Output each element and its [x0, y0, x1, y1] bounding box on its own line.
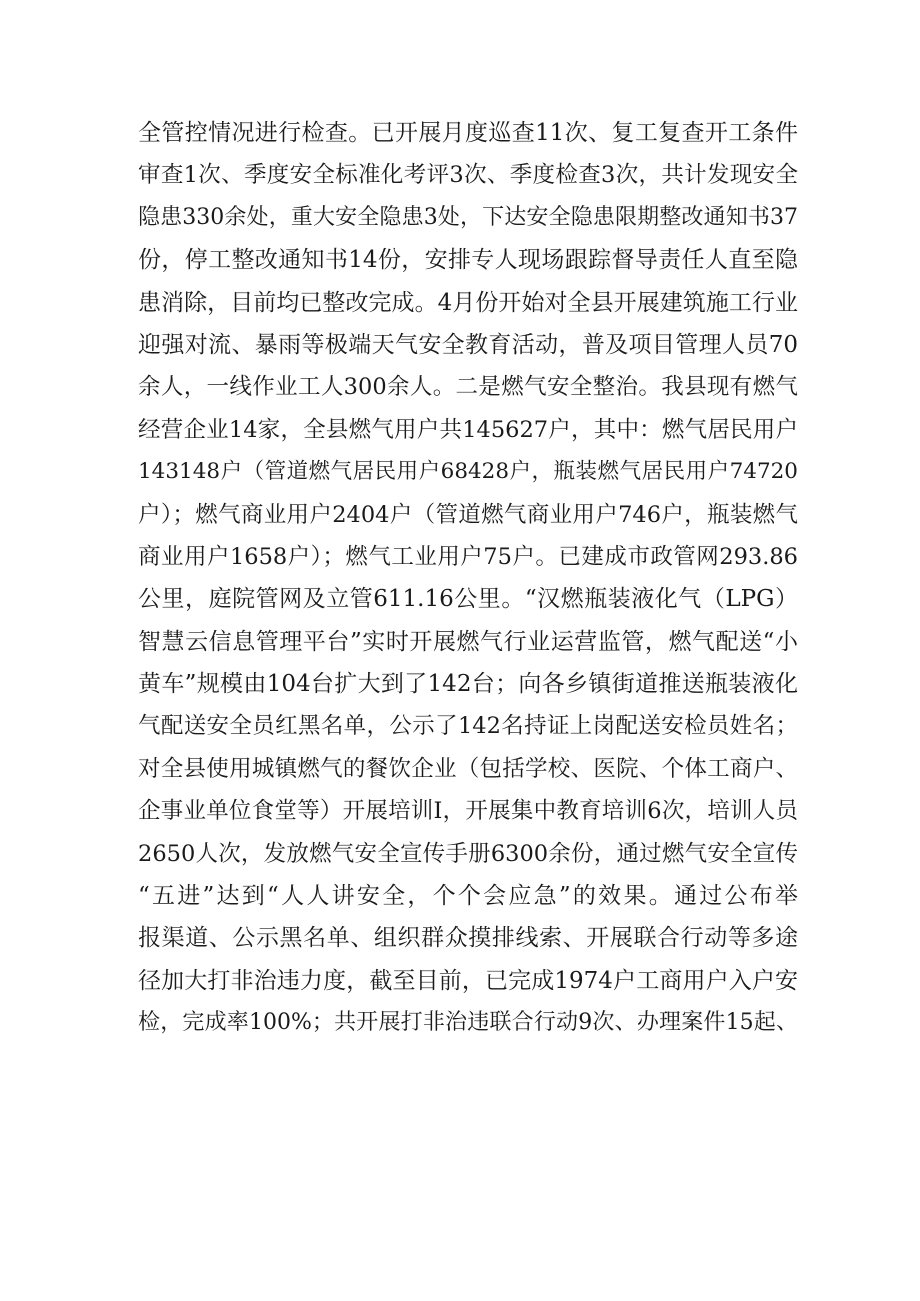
text-line-6: 迎强对流、暴雨等极端天气安全教育活动，普及项目管理人员70 — [138, 331, 798, 358]
body-text — [138, 112, 798, 1045]
text-line-22: 检，完成率100%；共开展打非治违联合行动9次、办理案件15起、 — [138, 1010, 798, 1036]
text-line-4: 份，停工整改通知书14份，安排专人现场跟踪督导责任人直至隐 — [138, 247, 798, 274]
text-line-12: 公里，庭院管网及立管611.16公里。“汉燃瓶装液化气（LPG） — [138, 586, 798, 613]
text-line-1: 全管控情况进行检查。已开展月度巡查11次、复工复查开工条件 — [138, 120, 798, 146]
text-line-18: 2650人次，发放燃气安全宣传手册6300余份，通过燃气安全宣传 — [138, 840, 798, 867]
text-line-16: 对全县使用城镇燃气的餐饮企业（包括学校、医院、个体工商户、 — [138, 755, 798, 782]
text-line-7: 余人，一线作业工人300余人。二是燃气安全整治。我县现有燃气 — [138, 374, 798, 401]
text-line-10: 户）；燃气商业用户2404户（管道燃气商业用户746户，瓶装燃气 — [138, 501, 798, 528]
text-line-2: 审查1次、季度安全标准化考评3次、季度检查3次，共计发现安全 — [138, 162, 798, 189]
text-line-17: 企事业单位食堂等）开展培训I，开展集中教育培训6次，培训人员 — [138, 798, 798, 825]
text-line-8: 经营企业14家，全县燃气用户共145627户，其中：燃气居民用户 — [138, 416, 798, 443]
text-line-20: 报渠道、公示黑名单、组织群众摸排线索、开展联合行动等多途 — [138, 925, 798, 952]
text-line-5: 患消除，目前均已整改完成。4月份开始对全县开展建筑施工行业 — [138, 289, 798, 316]
text-line-11: 商业用户1658户）；燃气工业用户75户。已建成市政管网293.86 — [138, 543, 798, 570]
text-line-15: 气配送安全员红黑名单，公示了142名持证上岗配送安检员姓名； — [138, 713, 798, 740]
text-line-14: 黄车”规模由104台扩大到了142台；向各乡镇街道推送瓶装液化 — [138, 671, 798, 698]
text-line-21: 径加大打非治违力度，截至目前，已完成1974户工商用户入户安 — [138, 967, 798, 994]
text-line-19: “五进”达到“人人讲安全，个个会应急”的效果。通过公布举 — [138, 883, 798, 910]
text-line-13: 智慧云信息管理平台”实时开展燃气行业运营监管，燃气配送“小 — [138, 628, 798, 655]
text-line-3: 隐患330余处，重大安全隐患3处，下达安全隐患限期整改通知书37 — [138, 204, 798, 230]
text-line-9: 143148户（管道燃气居民用户68428户，瓶装燃气居民用户74720 — [138, 459, 798, 485]
